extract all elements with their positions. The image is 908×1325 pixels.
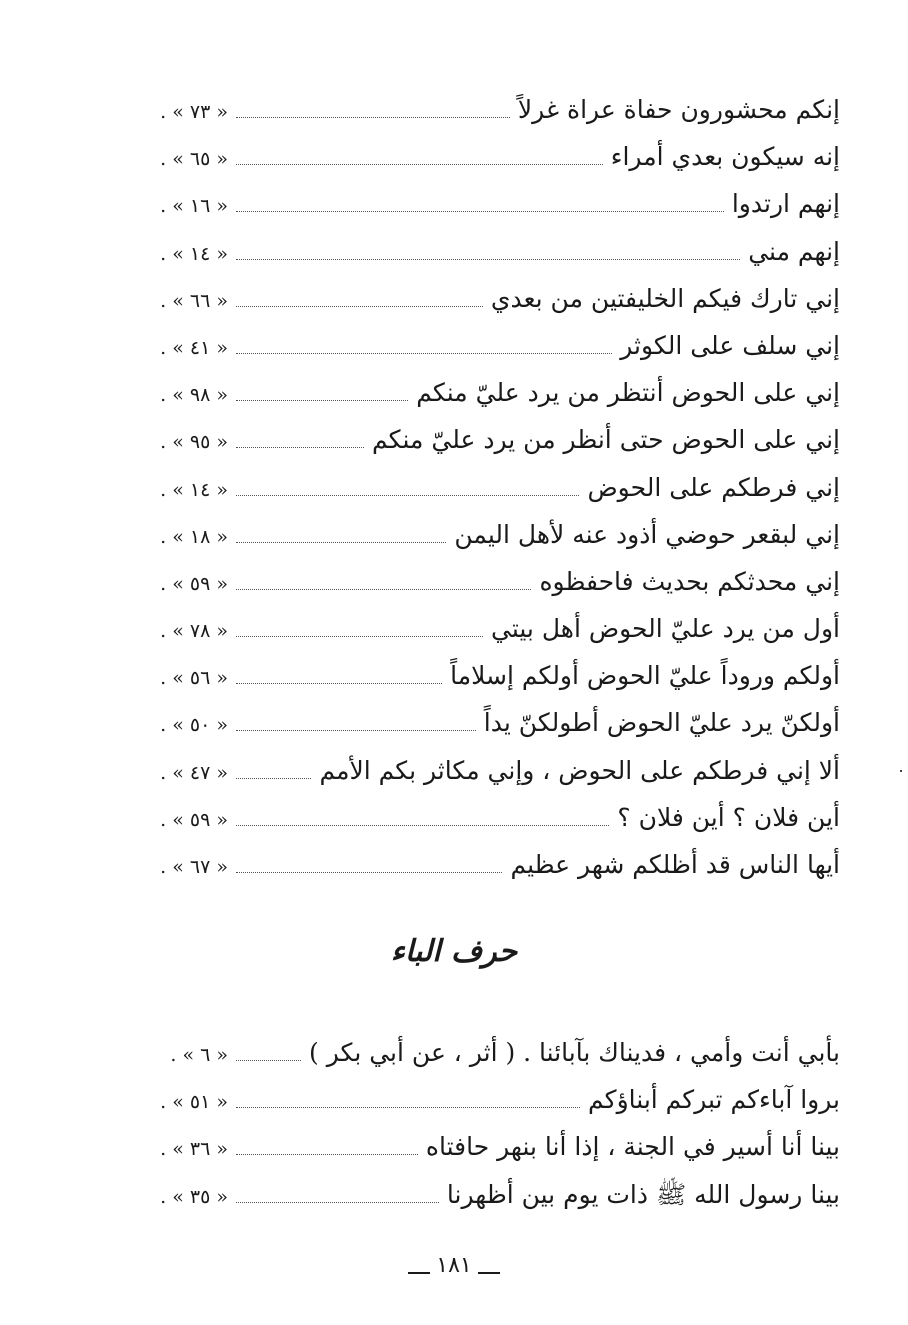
hadith-text: بينا رسول الله ﷺ ذات يوم بين أظهرنا	[446, 1179, 840, 1209]
page-reference: « ٤٧ » .	[160, 761, 228, 784]
index-entry	[140, 322, 840, 369]
leader-dots	[236, 1107, 580, 1108]
scan-speck	[900, 770, 902, 772]
hadith-text: إنهم ارتدوا	[731, 189, 840, 219]
hadith-text: أول من يرد عليّ الحوض أهل بيتي	[491, 614, 840, 644]
index-entry	[140, 86, 840, 133]
hadith-text: أولكم وروداً عليّ الحوض أولكم إسلاماً	[450, 661, 840, 691]
index-entry	[140, 605, 840, 652]
page-reference: « ٦ » .	[170, 1044, 228, 1066]
leader-dots	[236, 400, 408, 401]
leader-dots	[236, 1202, 439, 1203]
hadith-text: بروا آباءكم تبركم أبناؤكم	[588, 1085, 840, 1115]
hadith-text: إنهم مني	[748, 236, 840, 266]
index-entry	[140, 652, 840, 699]
leader-dots	[236, 778, 311, 779]
index-entry	[140, 747, 840, 794]
leader-dots	[236, 872, 502, 873]
leader-dots	[236, 636, 483, 637]
index-entry	[140, 228, 840, 275]
page-reference: « ٩٥ » .	[160, 431, 228, 454]
section-heading: حرف الباء	[390, 934, 518, 969]
index-entry	[140, 416, 840, 463]
index-entry	[140, 275, 840, 322]
hadith-text: ألا إني فرطكم على الحوض ، وإني مكاثر بكم الأمم	[319, 755, 840, 785]
leader-dots	[236, 1060, 301, 1061]
hadith-text: إنه سيكون بعدي أمراء	[610, 142, 840, 172]
hadith-text: إني على الحوض حتى أنظر من يرد عليّ منكم	[372, 425, 840, 455]
hadith-text: إني فرطكم على الحوض	[587, 472, 840, 502]
leader-dots	[236, 589, 531, 590]
leader-dots	[236, 730, 476, 731]
page-reference: « ٣٦ » .	[160, 1138, 228, 1161]
leader-dots	[236, 542, 446, 543]
index-entry	[140, 1123, 840, 1170]
hadith-text: إني على الحوض أنتظر من يرد عليّ منكم	[416, 378, 840, 408]
hadith-index-list-ba	[140, 1029, 840, 1218]
hadith-text: بينا أنا أسير في الجنة ، إذا أنا بنهر حافتاه	[425, 1132, 840, 1162]
page-reference: « ٥٠ » .	[160, 714, 228, 737]
index-entry	[140, 464, 840, 511]
page-reference: « ٦٦ » .	[160, 289, 228, 312]
page-number	[0, 1253, 908, 1278]
index-entry	[140, 133, 840, 180]
page-reference: « ٦٧ » .	[160, 856, 228, 878]
page-reference: « ١٤ » .	[160, 478, 228, 501]
page-reference: « ٩٨ » .	[160, 384, 228, 407]
hadith-text: أولكنّ يرد عليّ الحوض أطولكنّ يداً	[483, 708, 840, 738]
index-entry	[140, 794, 840, 841]
page-reference: « ٥١ » .	[160, 1091, 228, 1114]
index-entry	[140, 1171, 840, 1218]
index-entry	[140, 1029, 840, 1076]
page-reference: « ٤١ » .	[160, 336, 228, 359]
hadith-text: إني سلف على الكوثر	[620, 330, 840, 360]
page-reference: « ١٨ » .	[160, 525, 228, 548]
leader-dots	[236, 683, 442, 684]
index-entry	[140, 369, 840, 416]
leader-dots	[236, 825, 609, 826]
page-reference: « ٧٨ » .	[160, 620, 228, 643]
page-reference: « ٥٩ » .	[160, 808, 228, 831]
index-entry	[140, 699, 840, 746]
leader-dots	[236, 259, 740, 260]
leader-dots	[236, 117, 510, 118]
hadith-text: بأبي أنت وأمي ، فديناك بآبائنا . ( أثر ، عن أبي بكر )	[309, 1038, 840, 1067]
hadith-index-list-alif	[140, 86, 840, 888]
leader-dots	[236, 211, 724, 212]
page-reference: « ٥٩ » .	[160, 572, 228, 595]
leader-dots	[236, 1154, 418, 1155]
page-reference: « ٥٦ » .	[160, 667, 228, 690]
index-entry	[140, 180, 840, 227]
hadith-text: إني لبقعر حوضي أذود عنه لأهل اليمن	[454, 519, 840, 549]
page-reference: « ١٦ » .	[160, 195, 228, 218]
hadith-text: إني محدثكم بحديث فاحفظوه	[539, 566, 840, 596]
page-reference: « ٧٣ » .	[160, 101, 228, 123]
leader-dots	[236, 164, 603, 165]
page-number-dash	[408, 1272, 430, 1274]
leader-dots	[236, 306, 483, 307]
leader-dots	[236, 353, 612, 354]
index-entry	[140, 511, 840, 558]
index-entry	[140, 841, 840, 888]
leader-dots	[236, 495, 579, 496]
index-entry	[140, 558, 840, 605]
index-entry	[140, 1076, 840, 1123]
hadith-text: أيها الناس قد أظلكم شهر عظيم	[510, 850, 840, 879]
page-reference: « ١٤ » .	[160, 242, 228, 265]
hadith-text: إني تارك فيكم الخليفتين من بعدي	[490, 283, 840, 313]
page-reference: « ٣٥ » .	[160, 1185, 228, 1208]
page-number-dash	[478, 1272, 500, 1274]
hadith-text: أين فلان ؟ أين فلان ؟	[617, 802, 840, 832]
leader-dots	[236, 447, 364, 448]
hadith-text: إنكم محشورون حفاة عراة غرلاً	[517, 95, 840, 124]
page-reference: « ٦٥ » .	[160, 148, 228, 171]
page-number-value: ١٨١	[436, 1253, 472, 1278]
